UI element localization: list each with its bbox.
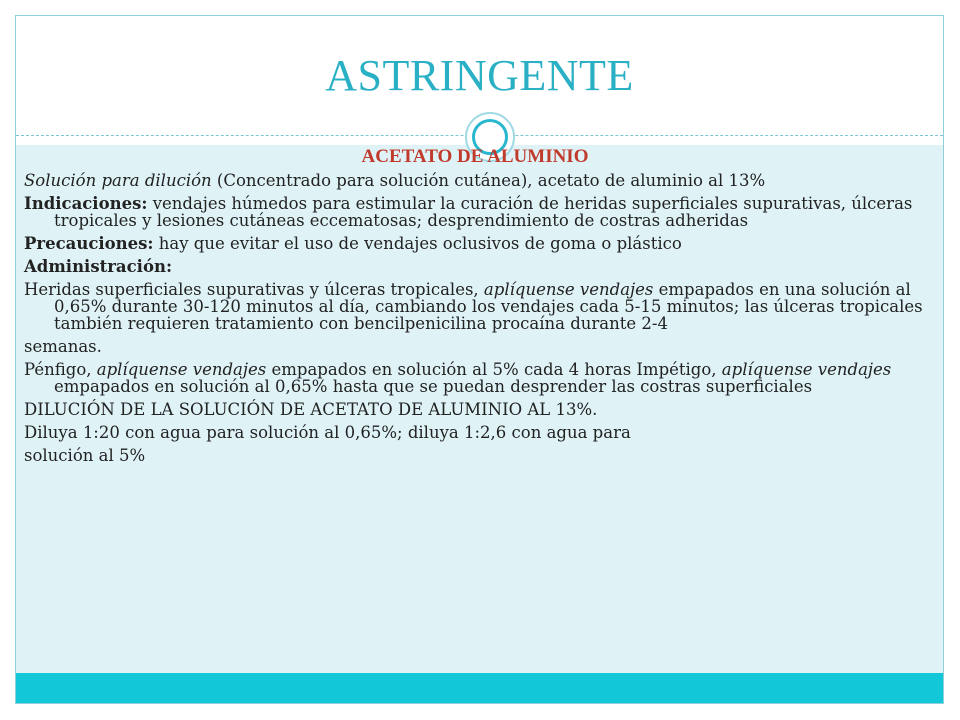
administration-heading [24, 258, 926, 275]
wounds-italic: aplíquense vendajes [483, 280, 654, 299]
pemphigus-text-2: empapados en solución al 5% cada 4 horas Impétigo, [266, 360, 722, 379]
dilution-text: Diluya 1:20 con agua para solución al 0,65%; diluya 1:2,6 con agua para [24, 423, 631, 442]
pemphigus-text-1: Pénfigo, [24, 360, 97, 379]
weeks-line: semanas. [24, 337, 102, 356]
wounds-text-1: Heridas superficiales supurativas y úlceras tropicales, [24, 280, 484, 299]
pemphigus-text-3: empapados en solución al 0,65% hasta que se puedan desprender las costras superficiales [54, 377, 813, 396]
precautions-label: Precauciones: [24, 234, 154, 253]
formulation-text: (Concentrado para solución cutánea), acetato de aluminio al 13% [211, 171, 766, 190]
precautions-text: hay que evitar el uso de vendajes oclusivos de goma o plástico [153, 234, 682, 253]
indications-label: Indicaciones: [24, 194, 148, 213]
formulation-line [24, 172, 926, 189]
drug-name: ACETATO DE ALUMINIO [361, 146, 589, 167]
indications-paragraph [24, 195, 926, 229]
formulation-italic: Solución para dilución [24, 171, 212, 190]
pemphigus-italic-2: aplíquense vendajes [721, 360, 892, 379]
indications-text: vendajes húmedos para estimular la curación de heridas superficiales supurativas, úlceras tropicales y lesiones cutáneas eccematosas; desprendimiento de costras adheridas [54, 194, 913, 230]
precautions-paragraph [24, 235, 926, 252]
slide-body [24, 146, 926, 470]
slide-title: ASTRINGENTE [325, 51, 634, 100]
wounds-text-2: empapados en una solución al 0,65% durante 30-120 minutos al día, cambiando los vendajes cada 5-15 minutos; las úlceras tropicales también requieren tratamiento con bencilpenicilina procaína durante 2-4 [54, 280, 923, 333]
pemphigus-paragraph [24, 361, 926, 395]
pemphigus-italic-1: aplíquense vendajes [96, 360, 267, 379]
dilution-end: solución al 5% [24, 446, 146, 465]
dilution-heading: DILUCIÓN DE LA SOLUCIÓN DE ACETATO DE ALUMINIO AL 13%. [24, 400, 598, 419]
footer-bar [16, 673, 943, 703]
administration-label: Administración: [24, 257, 173, 276]
wounds-paragraph [24, 281, 926, 332]
